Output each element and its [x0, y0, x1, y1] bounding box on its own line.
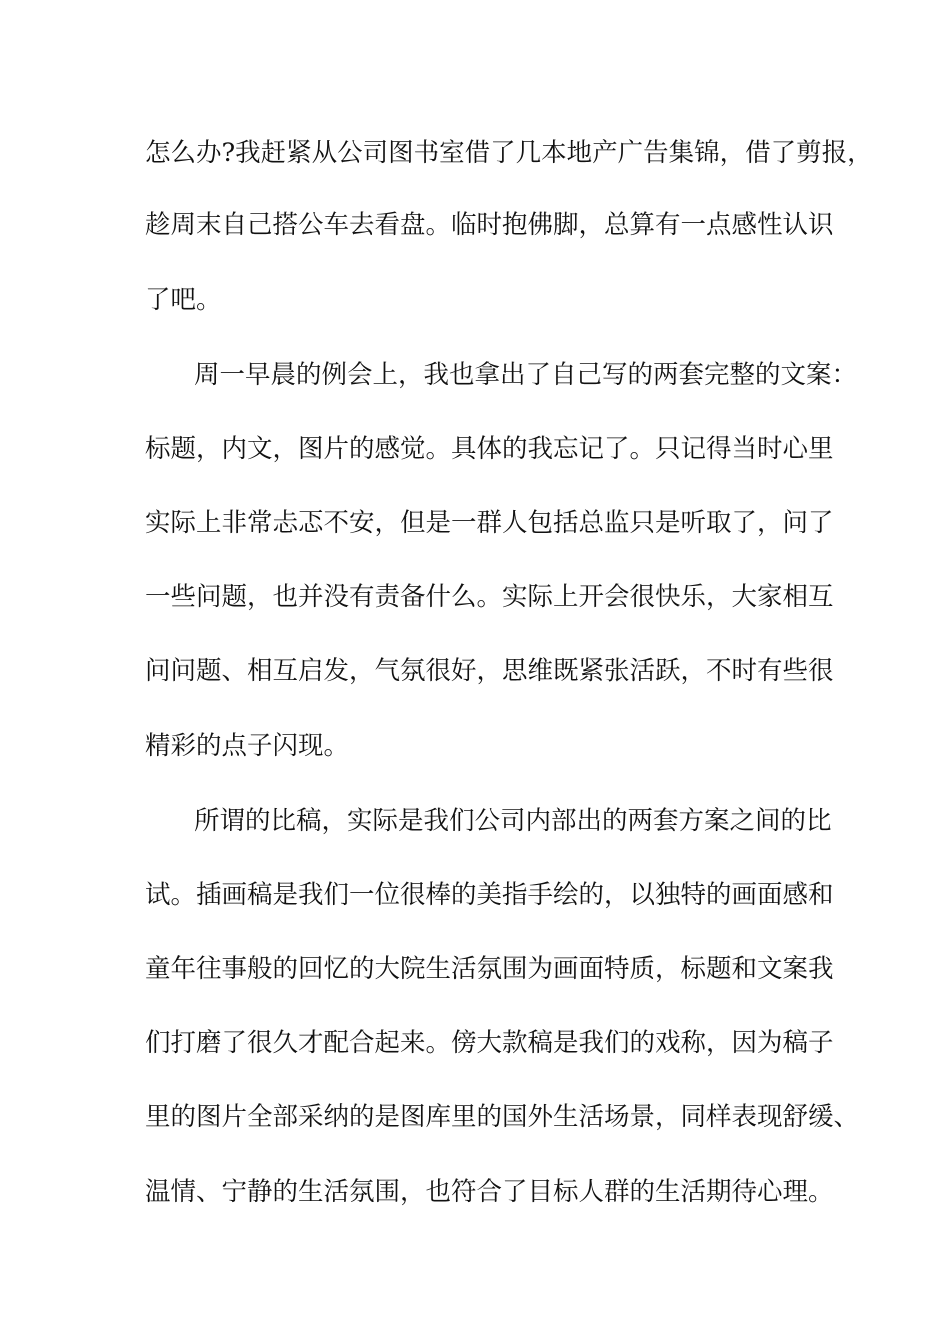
- paragraph-start-line: 周一早晨的例会上，我也拿出了自己写的两套完整的文案：: [194, 360, 858, 390]
- text-line: 温情、宁静的生活氛围，也符合了目标人群的生活期待心理。: [145, 1177, 834, 1207]
- text-line: 精彩的点子闪现。: [145, 731, 350, 761]
- text-line: 童年往事般的回忆的大院生活氛围为画面特质，标题和文案我: [145, 954, 834, 984]
- text-line: 一些问题，也并没有责备什么。实际上开会很快乐，大家相互: [145, 582, 834, 612]
- text-line: 标题，内文，图片的感觉。具体的我忘记了。只记得当时心里: [145, 434, 834, 464]
- text-line: 趁周末自己搭公车去看盘。临时抱佛脚，总算有一点感性认识: [145, 210, 834, 240]
- text-line: 们打磨了很久才配合起来。傍大款稿是我们的戏称，因为稿子: [145, 1028, 834, 1058]
- text-line: 里的图片全部采纳的是图库里的国外生活场景，同样表现舒缓、: [145, 1102, 860, 1132]
- text-line: 怎么办?我赶紧从公司图书室借了几本地产广告集锦，借了剪报，: [145, 138, 873, 168]
- text-line: 试。插画稿是我们一位很棒的美指手绘的，以独特的画面感和: [145, 880, 834, 910]
- text-line: 了吧。: [145, 285, 222, 315]
- text-line: 问问题、相互启发，气氛很好，思维既紧张活跃，不时有些很: [145, 656, 834, 686]
- paragraph-start-line: 所谓的比稿，实际是我们公司内部出的两套方案之间的比: [194, 806, 832, 836]
- text-line: 实际上非常忐忑不安，但是一群人包括总监只是听取了，问了: [145, 508, 834, 538]
